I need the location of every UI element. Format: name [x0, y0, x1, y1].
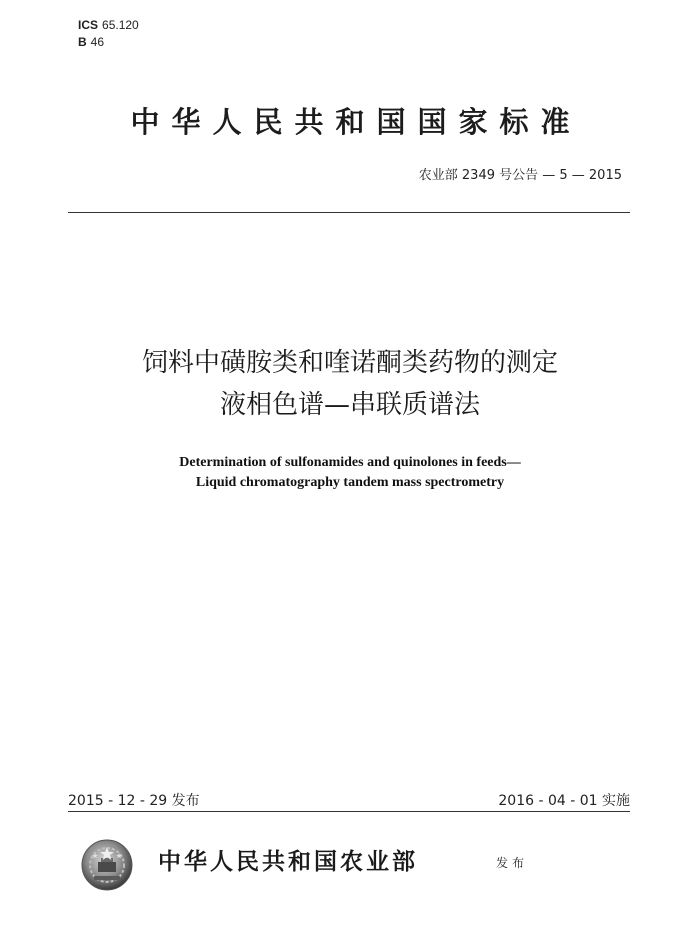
- title-en-line-2: Liquid chromatography tandem mass spectrometry: [195, 475, 505, 490]
- ccs-code: B 46: [78, 35, 105, 49]
- standard-title: 中华人民共和国国家标准: [130, 105, 582, 139]
- header-divider: [68, 212, 630, 213]
- issue-action: 发布: [496, 856, 529, 870]
- title-cn-line-1: 饲料中磺胺类和喹诺酮类药物的测定: [141, 348, 558, 378]
- title-en-line-1: Determination of sulfonamides and quinolones in feeds—: [179, 455, 521, 470]
- title-cn-line-2: 液相色谱—串联质谱法: [219, 390, 480, 420]
- footer-divider: [68, 811, 630, 812]
- national-emblem-icon: [80, 838, 134, 892]
- standard-number: 农业部 2349 号公告 — 5 — 2015: [418, 168, 622, 183]
- document-title-en: [0, 453, 700, 493]
- publish-date: 2015 - 12 - 29 发布: [68, 793, 200, 809]
- issuing-authority: 中华人民共和国农业部: [158, 849, 418, 875]
- classification-codes: [78, 17, 139, 51]
- ics-code: ICS 65.120: [78, 18, 139, 32]
- effective-date: 2016 - 04 - 01 实施: [498, 793, 630, 809]
- document-title-cn: [0, 342, 700, 426]
